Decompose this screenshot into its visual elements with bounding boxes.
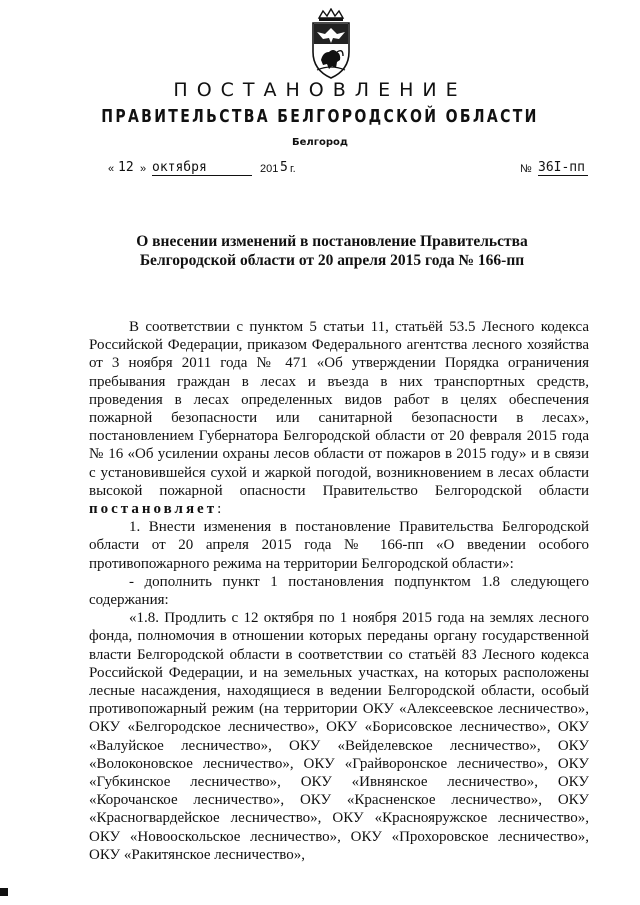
item-1-8-paragraph: «1.8. Продлить с 12 октября по 1 ноября 2015 года на землях лесного фонда, полномочия в отношении которых переданы органу государственной власти Белгородской области в соответствии со статьёй 83 Лесного кодекса Российской Федерации, и на земельных участках, на которых расположены лесные насаждения, находящиеся в ведении Белгородской области, особый противопожарный режим (на территории ОКУ «Алексеевское лесничество», ОКУ «Белгородское лесничество», ОКУ «Борисовское лесничество», ОКУ «Валуйское лесничество», ОКУ «Вейделевское лесничество», ОКУ «Волоконовское лесничество», ОКУ «Грайворонское лесничество», ОКУ «Губкинское лесничество», ОКУ «Ивнянское лесничество», ОКУ «Корочанское лесничество», ОКУ «Красненское лесничество», ОКУ «Красногвардейское лесничество», ОКУ «Краснояружское лесничество», ОКУ «Новооскольское лесничество», ОКУ «Прохоровское лесничество», ОКУ «Ракитянское лесничество», [89, 610, 589, 863]
item-1-paragraph: 1. Внести изменения в постановление Правительства Белгородской области от 20 апреля 2015 года № 166-пп «О введении особого противопожарного режима на территории Белгородской области»: [89, 519, 589, 572]
heading-line-1: О внесении изменений в постановление Правительства [136, 233, 528, 250]
item-1-sub-paragraph: - дополнить пункт 1 постановления подпунктом 1.8 следующего содержания: [89, 573, 589, 609]
heading-line-2: Белгородской области от 20 апреля 2015 года № 166-пп [139, 252, 525, 269]
date-month: октября [152, 160, 252, 176]
decree-number-prefix: № [520, 163, 532, 175]
decree-colon: : [217, 501, 222, 518]
decree-word: постановляет [89, 501, 218, 518]
document-body [89, 318, 589, 864]
preamble-text: В соответствии с пунктом 5 статьи 11, статьёй 53.5 Лесного кодекса Российской Федерации, приказом Федерального агентства лесного хозяйства от 3 ноября 2011 года № 471 «Об утверждении Порядка ограничения пребывания граждан в лесах и въезда в них транспортных средств, проведения в лесах определенных видов работ в целях обеспечения пожарной безопасности или санитарной безопасности в лесах», постановлением Губернатора Белгородской области от 20 февраля 2015 года № 16 «Об усилении охраны лесов области от пожаров в 2015 году» и в связи с установившейся сухой и жаркой погодой, возникновением в лесах области высокой пожарной опасности Правительство Белгородской области [89, 319, 589, 499]
city-name: Белгород [292, 137, 348, 148]
date-day: 12 [118, 160, 134, 175]
preamble-paragraph [89, 318, 589, 518]
date-year-digit: 5 [280, 160, 288, 175]
document-heading [120, 232, 544, 270]
document-type-title: ПОСТАНОВЛЕНИЕ [173, 79, 467, 101]
issuing-authority-title: ПРАВИТЕЛЬСТВА БЕЛГОРОДСКОЙ ОБЛАСТИ [101, 106, 539, 127]
decree-number: 36I-пп [538, 160, 588, 176]
date-close-quote: » [140, 163, 147, 175]
date-year-prefix: 201 [260, 163, 279, 175]
date-open-quote: « [108, 163, 115, 175]
date-and-number-line [108, 160, 596, 180]
date-year-suffix: г. [290, 163, 296, 175]
scan-edge-mark [0, 888, 8, 896]
coat-of-arms-icon [303, 8, 359, 80]
